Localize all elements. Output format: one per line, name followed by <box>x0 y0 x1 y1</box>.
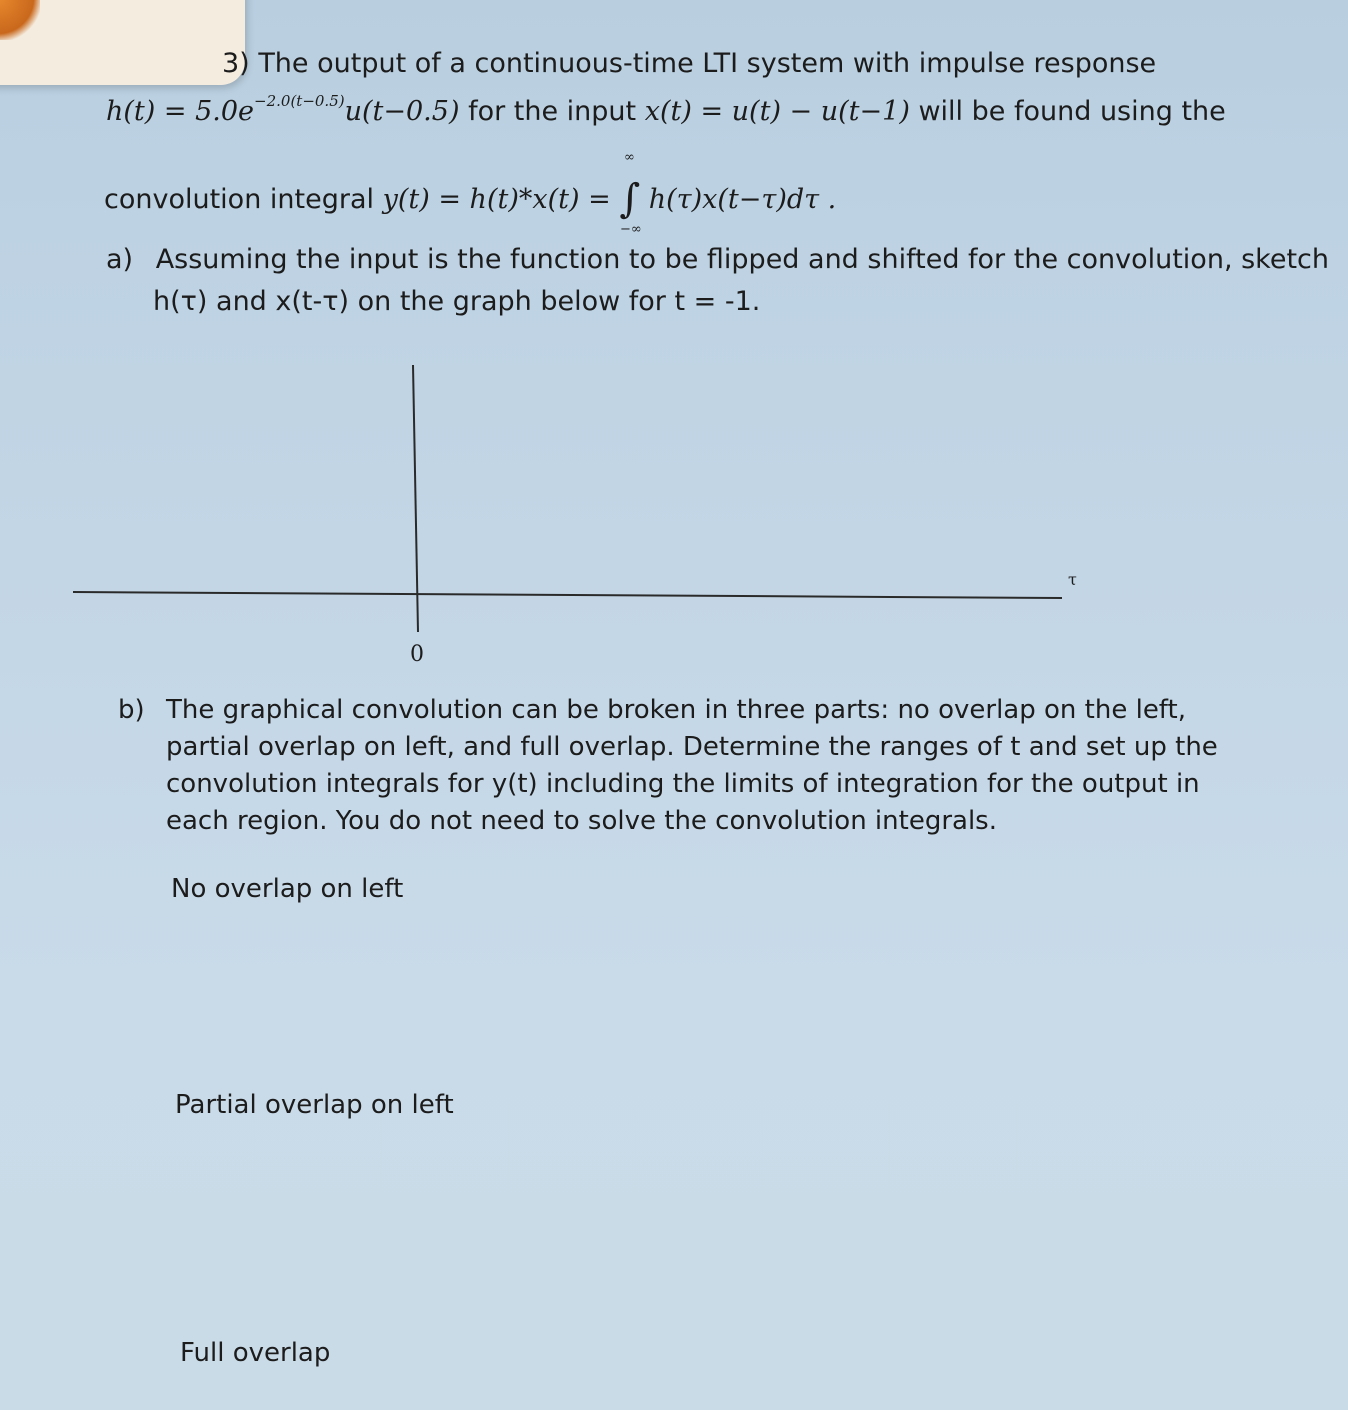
impulse-response-step: u(t−0.5) <box>344 96 460 127</box>
integral-lower-limit: −∞ <box>620 222 642 237</box>
origin-label: 0 <box>410 642 424 667</box>
output-formula: y(t) = h(t)*x(t) = <box>382 184 611 215</box>
full-overlap-label: Full overlap <box>180 1338 331 1368</box>
input-formula: x(t) = u(t) − u(t−1) <box>644 96 910 127</box>
partial-overlap-label: Partial overlap on left <box>175 1090 454 1120</box>
vertical-axis <box>413 365 418 632</box>
problem-intro-text: The output of a continuous-time LTI system with impulse response <box>258 48 1157 79</box>
part-a-label: a) <box>106 244 134 275</box>
no-overlap-label: No overlap on left <box>171 874 404 904</box>
impulse-response-formula: h(t) = 5.0e <box>106 96 255 127</box>
part-a-text-line1: Assuming the input is the function to be flipped and shifted for the convolution, sketch <box>155 244 1330 275</box>
will-be-found-text: will be found using the <box>918 96 1226 127</box>
part-b-text: The graphical convolution can be broken in three parts: no overlap on the left, partial overlap on left, and full overlap. Determine the ranges of t and set up the convolution integrals for y(t) including the limits of integration for the output in each region. You do not need to solve the convolution integrals. <box>166 695 1218 836</box>
integrand: h(τ)x(t−τ)dτ . <box>648 184 837 215</box>
problem-number: 3) <box>222 48 250 79</box>
tau-axis-label: τ <box>1068 570 1077 589</box>
convolution-integral-text: convolution integral <box>104 184 374 215</box>
for-input-text: for the input <box>468 96 637 127</box>
impulse-response-exponent: −2.0(t−0.5) <box>254 92 345 110</box>
part-a-text-line2: h(τ) and x(t-τ) on the graph below for t = -1. <box>153 286 761 317</box>
integral-sign: ∫ <box>619 176 641 222</box>
horizontal-axis <box>73 592 1062 598</box>
integral-upper-limit: ∞ <box>624 150 635 165</box>
part-b-label: b) <box>118 695 145 725</box>
